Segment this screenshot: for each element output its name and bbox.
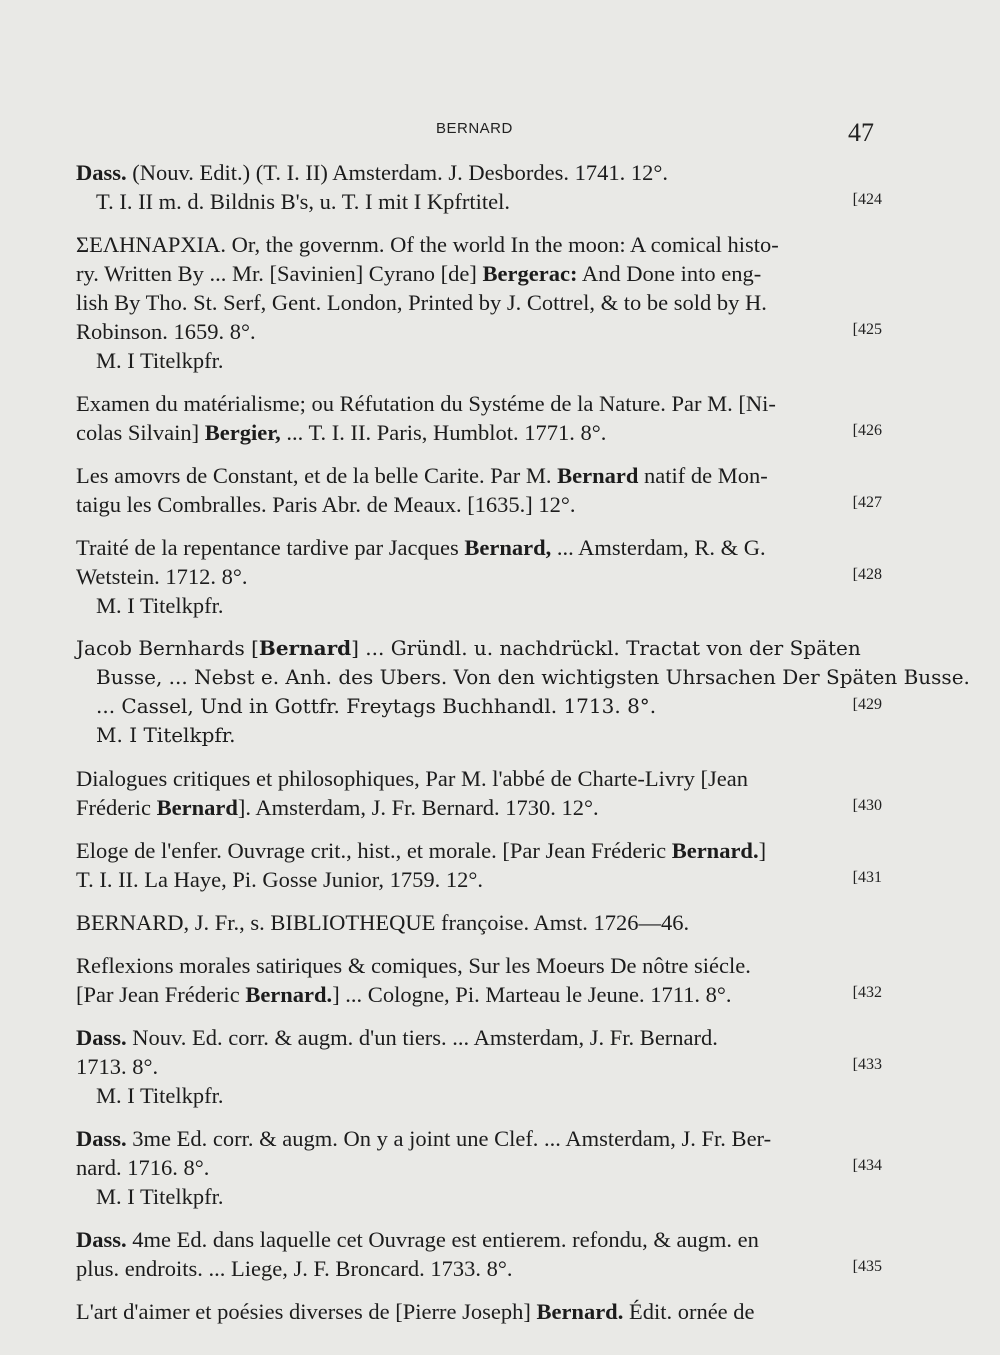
entry-number: [427 [852,494,882,511]
bold-name: Dass. [76,1227,127,1252]
entry-line [76,490,876,519]
bibliography-entry [76,533,882,620]
entry-line [76,908,876,937]
entry-text: 3me Ed. corr. & augm. On y a joint une Clef. ... Amsterdam, J. Fr. Ber- [126,1126,772,1151]
entry-text: Les amovrs de Constant, et de la belle Carite. Par M. [76,463,558,488]
entry-text: Dialogues critiques et philosophiques, Par M. l'abbé de Charte-Livry [Jean [76,766,749,791]
entry-text: taigu les Combralles. Paris Abr. de Meaux. [1635.] 12°. [76,492,576,517]
entry-line [76,187,876,216]
entry-line [76,288,876,317]
entry-text: Jacob Bernhards [ [76,636,259,660]
bibliography-entry [76,1023,882,1110]
entry-text: ]. Amsterdam, J. Fr. Bernard. 1730. 12°. [237,795,599,820]
entry-line [76,591,876,620]
entry-line [76,951,876,980]
entry-line [76,692,876,721]
entry-text: nard. 1716. 8°. [76,1155,210,1180]
entry-line [76,764,876,793]
entry-line [76,230,876,259]
bold-name: Bernard. [671,838,759,863]
bibliography-entry [76,1225,882,1283]
bold-name: Bernard. [245,982,333,1007]
entry-line [76,1297,876,1326]
entry-text: Eloge de l'enfer. Ouvrage crit., hist., et morale. [Par Jean Fréderic [76,838,672,863]
entry-number: [430 [852,797,882,814]
entry-line [76,980,876,1009]
running-head: BERNARD [436,120,513,137]
entry-line [76,1225,876,1254]
entry-text: ... Cassel, Und in Gottfr. Freytags Buchhandl. 1713. 8°. [96,694,657,718]
entry-line [76,793,876,822]
bold-name: Bernard, [464,535,552,560]
entry-text: [Par Jean Fréderic [76,982,246,1007]
entry-text: ΣΕΛΗΝΑΡΧΙΑ. Or, the governm. Of the world In the moon: A comical histo- [76,232,779,257]
entry-line [76,1254,876,1283]
bold-name: Dass. [76,1126,127,1151]
entry-text: M. I Titelkpfr. [96,1184,224,1209]
bold-name: Bernard [156,795,238,820]
entry-text: Wetstein. 1712. 8°. [76,564,248,589]
entry-text: L'art d'aimer et poésies diverses de [Pierre Joseph] [76,1299,537,1324]
bibliography-entry [76,634,970,750]
bold-name: Dass. [76,1025,127,1050]
entry-number: [426 [852,422,882,439]
entry-line [76,865,876,894]
entry-text: T. I. II m. d. Bildnis B's, u. T. I mit I Kpfrtitel. [96,189,511,214]
entry-text: natif de Mon- [638,463,768,488]
entry-number: [435 [852,1258,882,1275]
entry-line [76,158,876,187]
bold-name: Bergier, [204,420,281,445]
entry-text: Fréderic [76,795,157,820]
bold-name: Bernard. [536,1299,624,1324]
bibliography-entry [76,1297,876,1326]
entry-text: M. I Titelkpfr. [96,593,224,618]
entry-text: lish By Tho. St. Serf, Gent. London, Printed by J. Cottrel, & to be sold by H. [76,290,767,315]
entry-text: colas Silvain] [76,420,205,445]
entry-number: [432 [852,984,882,1001]
entry-text: Nouv. Ed. corr. & augm. d'un tiers. ... Amsterdam, J. Fr. Bernard. [126,1025,718,1050]
entry-number: [425 [852,321,882,338]
entry-line [76,562,876,591]
entry-number: [429 [852,696,882,713]
entry-line [76,1081,876,1110]
bibliography-entry [76,951,882,1009]
page-number: 47 [848,118,874,147]
entry-line [76,389,876,418]
entry-line [76,259,876,288]
bold-name: Dass. [76,160,127,185]
entry-text: ] ... Gründl. u. nachdrückl. Tractat von der Späten [351,636,861,660]
entry-text: M. I Titelkpfr. [96,723,236,747]
entry-number: [433 [852,1056,882,1073]
entry-line [76,1153,876,1182]
entry-text: M. I Titelkpfr. [96,1083,224,1108]
entry-text: And Done into eng- [577,261,762,286]
entry-text: Robinson. 1659. 8°. [76,319,256,344]
entry-line [76,1124,876,1153]
entry-line [76,317,876,346]
entry-number: [424 [852,191,882,208]
bibliography-entry [76,461,882,519]
entry-text: Reflexions morales satiriques & comiques, Sur les Moeurs De nôtre siécle. [76,953,751,978]
bold-name: Bernard [258,636,352,660]
entry-text: Édit. ornée de [623,1299,755,1324]
entry-text: 1713. 8°. [76,1054,159,1079]
entry-line [76,721,876,750]
entry-number: [428 [852,566,882,583]
entry-text: Traité de la repentance tardive par Jacques [76,535,465,560]
entry-line [76,1052,876,1081]
entry-text: ] ... Cologne, Pi. Marteau le Jeune. 1711. 8°. [332,982,732,1007]
bibliography-entry [76,158,882,216]
bold-name: Bernard [557,463,639,488]
entry-line [76,836,876,865]
entry-text: ... Amsterdam, R. & G. [551,535,766,560]
entry-text: ... T. I. II. Paris, Humblot. 1771. 8°. [280,420,607,445]
bold-name: Bergerac: [482,261,578,286]
entry-text: ] [758,838,767,863]
entry-text: Busse, ... Nebst e. Anh. des Ubers. Von den wichtigsten Uhrsachen Der Späten Busse. [96,665,970,689]
entry-text: (Nouv. Edit.) (T. I. II) Amsterdam. J. Desbordes. 1741. 12°. [126,160,669,185]
bibliography-entry [76,836,882,894]
bibliography-entry [76,389,882,447]
entry-line [76,533,876,562]
entry-text: M. I Titelkpfr. [96,348,224,373]
bibliography-entry [76,908,876,937]
entry-line [76,346,876,375]
entry-text: ry. Written By ... Mr. [Savinien] Cyrano [de] [76,261,483,286]
entry-text: plus. endroits. ... Liege, J. F. Broncard. 1733. 8°. [76,1256,513,1281]
entry-text: BERNARD, J. Fr., s. BIBLIOTHEQUE françoise. Amst. 1726—46. [76,910,690,935]
entry-number: [431 [852,869,882,886]
entry-line [76,1182,876,1211]
bibliography-entry [76,230,882,375]
bibliography-entries [76,158,970,1340]
entry-line [76,418,876,447]
bibliography-entry [76,764,882,822]
entry-line [76,663,970,692]
entry-text: T. I. II. La Haye, Pi. Gosse Junior, 1759. 12°. [76,867,483,892]
bibliography-entry [76,1124,882,1211]
entry-line [76,1023,876,1052]
entry-line [76,634,876,663]
entry-line [76,461,876,490]
entry-text: Examen du matérialisme; ou Réfutation du Systéme de la Nature. Par M. [Ni- [76,391,776,416]
entry-number: [434 [852,1157,882,1174]
entry-text: 4me Ed. dans laquelle cet Ouvrage est entierem. refondu, & augm. en [126,1227,759,1252]
